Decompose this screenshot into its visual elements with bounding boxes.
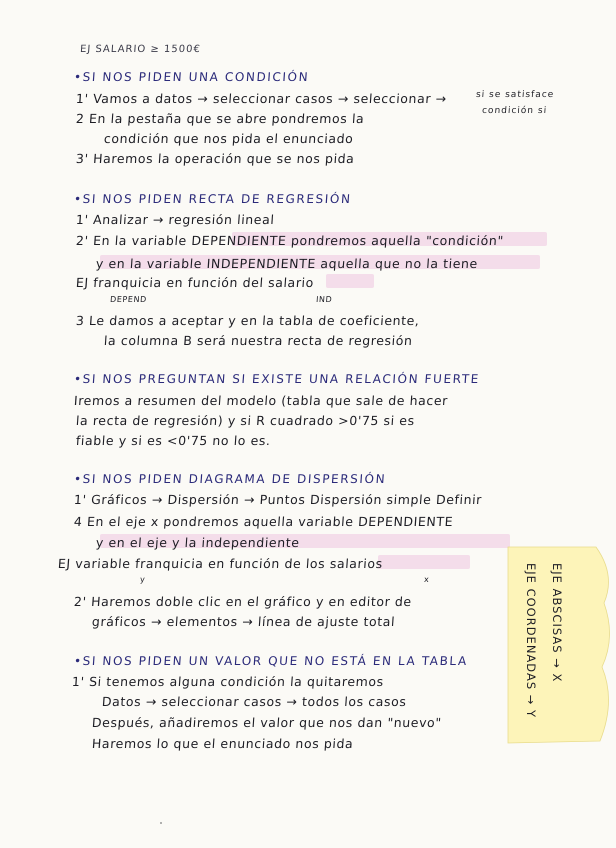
text-line: 3 Le damos a aceptar y en la tabla de coeficiente, xyxy=(75,313,421,328)
text-line: y en el eje y la independiente xyxy=(95,535,301,550)
text-line: 1' Si tenemos alguna condición la quitaremos xyxy=(71,674,385,689)
section-heading-dispersion: •SI NOS PIDEN DIAGRAMA DE DISPERSIÓN xyxy=(73,472,387,486)
text-line: gráficos → elementos → línea de ajuste total xyxy=(91,614,396,629)
text-line: si se satisface xyxy=(475,90,555,100)
text-line: 1' Analizar → regresión lineal xyxy=(75,212,276,227)
label-x: x xyxy=(423,575,430,584)
text-line: condición que nos pida el enunciado xyxy=(103,131,355,146)
highlight-mark xyxy=(378,555,470,569)
text-line: 4 En el eje x pondremos aquella variable DEPENDIENTE xyxy=(73,514,454,529)
text-line: Datos → seleccionar casos → todos los casos xyxy=(101,694,408,709)
example-top: EJ SALARIO ≥ 1500€ xyxy=(79,44,202,55)
text-line: 2' Haremos doble clic en el gráfico y en editor de xyxy=(73,594,413,609)
text-line: Iremos a resumen del modelo (tabla que sale de hacer xyxy=(73,393,449,408)
label-independiente: IND xyxy=(315,295,333,304)
text-line: fiable y si es <0'75 no lo es. xyxy=(75,433,272,448)
section-heading-valor: •SI NOS PIDEN UN VALOR QUE NO ESTÁ EN LA TABLA xyxy=(73,654,469,668)
sticky-line-coordenadas: EJE COORDENADAS → Y xyxy=(524,563,538,719)
text-line: 1' Gráficos → Dispersión → Puntos Dispersión simple Definir xyxy=(73,492,483,507)
text-line: Haremos lo que el enunciado nos pida xyxy=(91,736,354,751)
text-line: Después, añadiremos el valor que nos dan "nuevo" xyxy=(91,715,443,730)
text-line: EJ franquicia en función del salario xyxy=(75,275,315,290)
sticky-line-abscisas: EJE ABSCISAS → X xyxy=(550,563,564,683)
text-line: la recta de regresión) y si R cuadrado >0'75 si es xyxy=(75,413,416,428)
text-line: y en la variable INDEPENDIENTE aquella que no la tiene xyxy=(95,256,479,271)
text-line: 1' Vamos a datos → seleccionar casos → seleccionar → xyxy=(75,91,448,106)
text-line: la columna B será nuestra recta de regresión xyxy=(103,333,414,348)
paper-speck xyxy=(160,822,162,824)
label-dependiente: DEPEND xyxy=(109,295,148,304)
text-line: 3' Haremos la operación que se nos pida xyxy=(75,151,356,166)
text-line: 2 En la pestaña que se abre pondremos la xyxy=(75,111,365,126)
text-line: EJ variable franquicia en función de los salarios xyxy=(57,556,384,571)
text-line: 2' En la variable DEPENDIENTE pondremos aquella "condición" xyxy=(75,233,505,248)
label-y: y xyxy=(139,575,146,584)
section-heading-regresion: •SI NOS PIDEN RECTA DE REGRESIÓN xyxy=(73,192,353,206)
section-heading-relacion: •SI NOS PREGUNTAN SI EXISTE UNA RELACIÓN FUERTE xyxy=(73,372,481,386)
highlight-mark xyxy=(326,274,374,288)
text-line: condición si xyxy=(481,106,548,116)
section-heading-condicion: •SI NOS PIDEN UNA CONDICIÓN xyxy=(73,70,310,84)
sticky-note xyxy=(504,545,616,745)
